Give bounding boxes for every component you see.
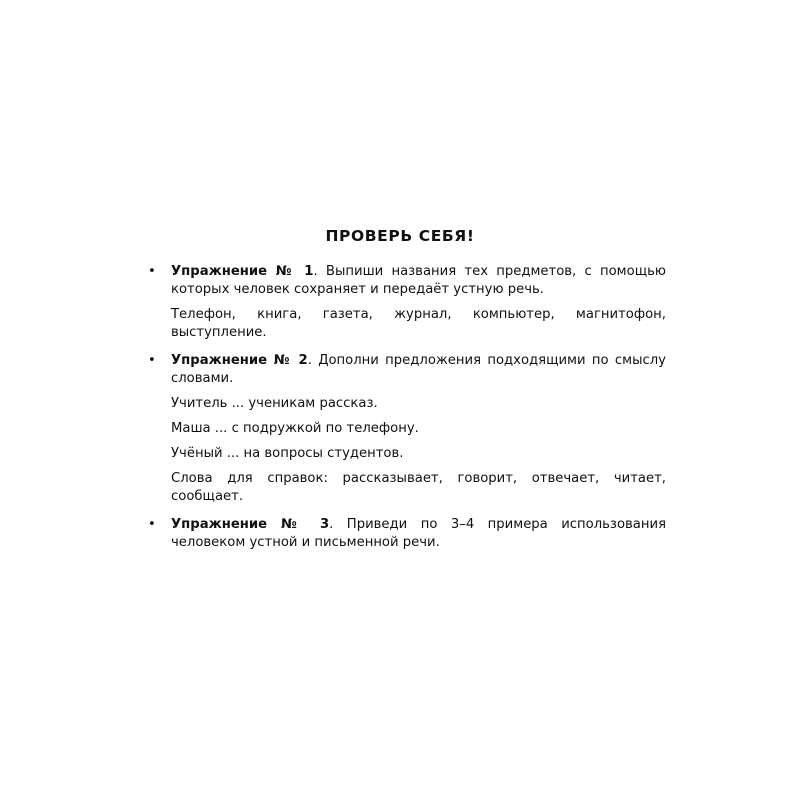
exercise-2-task [171,352,666,388]
exercise-1-word-list: Телефон, книга, газета, журнал, компьютер, магнитофон, выступление. [171,307,666,340]
bullet-icon: • [148,264,156,279]
exercise-3-task-text: . Приведи по 3–4 примера использования человеком устной и письменной речи. [171,517,666,550]
exercise-2 [146,352,666,506]
exercise-2-sentence-1: Учитель ... ученикам рассказ. [171,396,378,411]
exercise-2-word-hints: Слова для справок: рассказывает, говорит, отвечает, читает, сообщает. [171,471,666,504]
bullet-icon: • [148,517,156,532]
exercise-2-sentence-3: Учёный ... на вопросы студентов. [171,446,404,461]
bullet-icon: • [148,353,156,368]
exercise-2-label: Упражнение № 2 [171,353,308,368]
exercise-1 [146,263,666,342]
exercise-3-label: Упражнение № 3 [171,517,330,532]
exercise-1-label: Упражнение № 1 [171,264,314,279]
exercise-2-task-text: . Дополни предложения подходящими по смыслу словами. [171,353,666,386]
page-title: ПРОВЕРЬ СЕБЯ! [325,227,475,245]
exercise-1-task-text: . Выпиши названия тех предметов, с помощью которых человек сохраняет и передаёт устную речь. [171,264,666,297]
exercise-3-task [171,516,666,552]
exercise-list [146,263,666,552]
exercise-3 [146,516,666,552]
exercise-1-task [171,263,666,299]
exercise-2-sentence-2: Маша ... с подружкой по телефону. [171,421,419,436]
